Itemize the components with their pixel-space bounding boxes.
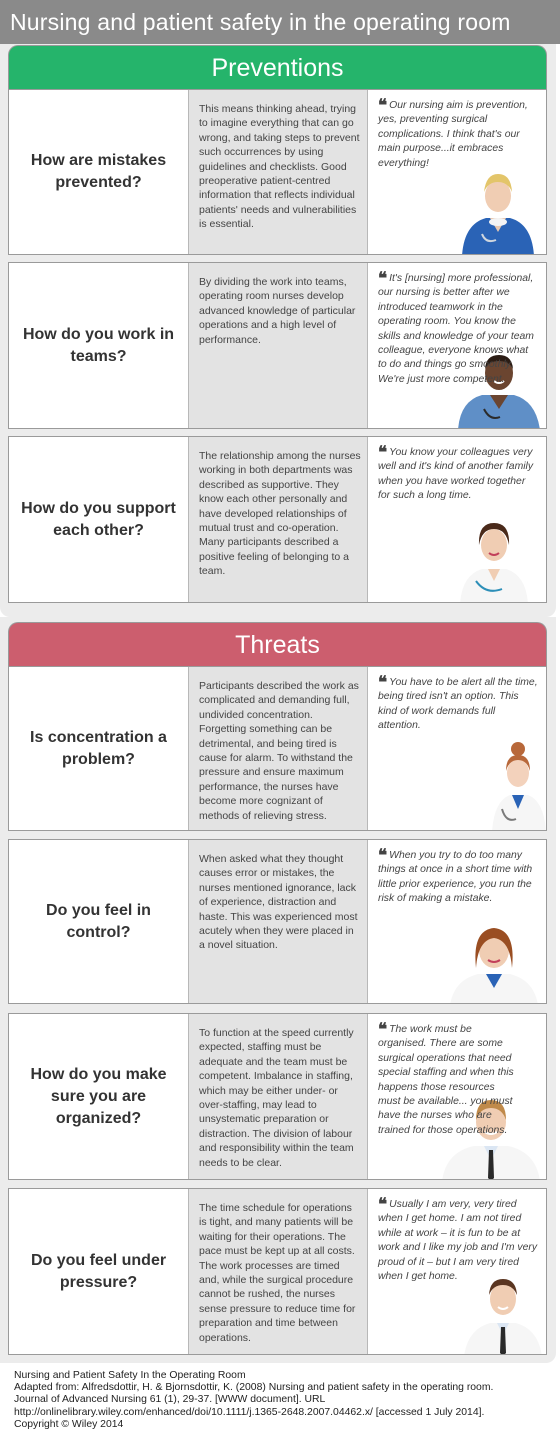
quote-cell xyxy=(368,437,546,602)
quote-mark-icon: ❝ xyxy=(378,1195,388,1215)
answer-cell: This means thinking ahead, trying to imagine everything that can go wrong, and taking steps to prevent such occurrences by using guidelines and checklists. Good preoperative patient-centred information that reflects individual patients' needs and vulnerabilities is essential. xyxy=(188,90,368,254)
quote-cell xyxy=(368,90,546,254)
citation-footer xyxy=(14,1370,554,1431)
question-cell: Do you feel in control? xyxy=(46,901,151,941)
quote-text: When you try to do too many things at once in a short time with little prior experience, you run the risk of making a mistake. xyxy=(378,850,533,905)
quote-cell xyxy=(368,263,546,428)
table-row xyxy=(8,89,547,255)
answer-cell: When asked what they thought causes error or mistakes, the nurses mentioned ignorance, lack of experience, distraction and haste. This was experienced most acutely when they were placed in a novel situation. xyxy=(188,840,368,1003)
table-row xyxy=(8,1013,547,1180)
answer-cell: Participants described the work as complicated and demanding full, undivided concentration. Forgetting something can be detrimental, and being tired is cause for alarm. To withstand the pressure and ensure maximum performance, the nurses have become more cognizant of methods of relieving stress. xyxy=(188,667,368,830)
table-row xyxy=(8,262,547,429)
threats-heading: Threats xyxy=(8,622,547,666)
footer-line: Adapted from: Alfredsdottir, H. & Bjornsdottir, K. (2008) Nursing and patient safety in the operating room. xyxy=(14,1382,494,1394)
page-title: Nursing and patient safety in the operating room xyxy=(0,0,560,44)
quote-mark-icon: ❝ xyxy=(378,269,388,289)
footer-line: http://onlinelibrary.wiley.com/enhanced/doi/10.1111/j.1365-2648.2007.04462.x/ [accessed 1 July 2014]. xyxy=(14,1406,485,1418)
quote-cell xyxy=(368,667,546,830)
preventions-heading: Preventions xyxy=(8,45,547,89)
question-cell: Do you feel under pressure? xyxy=(30,1251,167,1291)
footer-line: Journal of Advanced Nursing 61 (1), 29-37. [WWW document]. URL xyxy=(14,1394,326,1406)
quote-cell xyxy=(368,840,546,1003)
answer-cell: The relationship among the nurses working in both departments was described as supportive. They know each other personally and have developed relationships of mutual trust and co-operation. Many participants described a positive feeling of belonging to a team. xyxy=(188,437,368,602)
table-row xyxy=(8,436,547,603)
quote-text: Usually I am very, very tired when I get home. I am not tired while at work – it is fun to be at work and I like my job and I'm very proud of it – but I am very tired when I get home. xyxy=(378,1199,538,1283)
question-cell: How are mistakes prevented? xyxy=(30,152,167,191)
nurse-portrait-icon xyxy=(444,918,544,1003)
quote-mark-icon: ❝ xyxy=(378,443,388,463)
quote-text: Our nursing aim is prevention, yes, preventing surgical complications. I think that's our main purpose...it embraces everything! xyxy=(378,100,528,169)
quote-text: It's [nursing] more professional, our nursing is better after we introduced teamwork in the operating room. You know the skills and knowledge of your team colleague, everyone knows what to do and things go smoothly. We're just more competent. xyxy=(378,273,534,385)
footer-line: Nursing and Patient Safety In the Operating Room xyxy=(14,1370,246,1381)
quote-cell xyxy=(368,1014,546,1179)
quote-mark-icon: ❝ xyxy=(378,673,388,693)
table-row xyxy=(8,839,547,1004)
footer-line: Copyright © Wiley 2014 xyxy=(14,1418,124,1430)
quote-mark-icon: ❝ xyxy=(378,1020,388,1040)
question-cell: How do you make sure you are organized? xyxy=(30,1065,167,1127)
answer-cell: To function at the speed currently expected, staffing must be adequate and the team must be competent. Imbalance in staffing, which may be either under- or over-staffing, may lead to unsystematic preparation or distraction. The division of labour and responsibility within the team needs to be clear. xyxy=(188,1014,368,1179)
table-row xyxy=(8,1188,547,1355)
answer-cell: The time schedule for operations is tight, and many patients will be waiting for their operations. The pace must be kept up at all costs. The work processes are timed and, while the surgical procedure cannot be rushed, the nurses sense pressure to reduce time for preparation and time between operations. xyxy=(188,1189,368,1354)
answer-cell: By dividing the work into teams, operating room nurses develop advanced knowledge of particular operations and a high level of performance. xyxy=(188,263,368,428)
quote-text: The work must be organised. There are some surgical operations that need special staffing and when this happens those resources must be available... you must have the nurses who are trained for those operations. xyxy=(378,1024,514,1136)
question-cell: How do you support each other? xyxy=(21,499,176,539)
table-row xyxy=(8,666,547,831)
question-cell: How do you work in teams? xyxy=(22,325,175,365)
nurse-portrait-icon xyxy=(452,509,536,602)
quote-mark-icon: ❝ xyxy=(378,96,388,116)
quote-text: You have to be alert all the time, being tired isn't an option. This kind of work demands full attention. xyxy=(378,677,538,732)
quote-cell xyxy=(368,1189,546,1354)
quote-text: You know your colleagues very well and it's kind of another family when you have worked together for such a long time. xyxy=(378,447,534,502)
nurse-portrait-icon xyxy=(456,160,540,254)
quote-mark-icon: ❝ xyxy=(378,846,388,866)
question-cell: Is concentration a problem? xyxy=(30,728,167,768)
nurse-portrait-icon xyxy=(488,735,546,830)
